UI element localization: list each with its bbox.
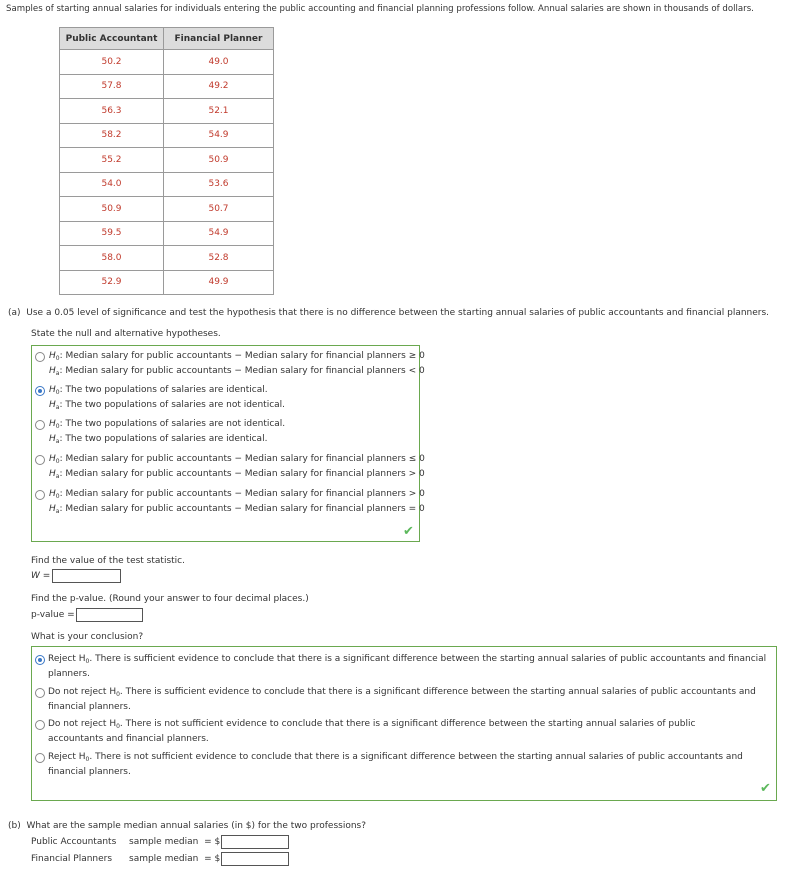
table-row [60,148,274,173]
check-icon: ✔ [403,524,414,539]
table-cell: 49.2 [164,74,274,99]
test-statistic-prompt: Find the value of the test statistic. [31,556,185,566]
conclusion-radio-2[interactable] [35,688,45,698]
table-cell: 58.2 [60,123,164,148]
w-label: W = [31,571,51,581]
table-cell: 52.1 [164,99,274,124]
table-cell: 56.3 [60,99,164,124]
financial-planners-median-input[interactable] [221,852,289,866]
column-header-financial-planner: Financial Planner [164,28,274,50]
table-cell: 55.2 [60,148,164,173]
public-accountants-label: Public Accountants [31,837,117,847]
option-3-ha: $H_a$: The two populations of salaries are identical. [49,434,268,445]
financial-planners-label: Financial Planners [31,854,113,864]
part-b-question [8,821,366,831]
option-1-h0: $H_0$: Median salary for public accountants − Median salary for financial planners ≥ 0 [49,351,425,362]
table-cell: 52.8 [164,246,274,271]
table-cell: 50.2 [60,50,164,75]
part-b-question-text: What are the sample median annual salaries (in $) for the two professions? [26,821,367,831]
public-accountants-median-label: sample median = $ [129,837,221,847]
table-row [60,270,274,295]
hypothesis-radio-2[interactable] [35,386,45,396]
table-cell: 50.7 [164,197,274,222]
pvalue-prompt: Find the p-value. (Round your answer to four decimal places.) [31,594,309,604]
option-2-h0: $H_0$: The two populations of salaries are identical. [49,385,268,396]
table-cell: 50.9 [164,148,274,173]
option-4-h0: $H_0$: Median salary for public accountants − Median salary for financial planners ≤ 0 [49,454,425,465]
table-row [60,74,274,99]
option-4-ha: $H_a$: Median salary for public accountants − Median salary for financial planners > 0 [49,469,425,480]
financial-planners-median-label: sample median = $ [129,854,221,864]
part-a-question [8,308,769,318]
pvalue-input[interactable] [76,608,143,622]
public-accountants-median-input[interactable] [221,835,289,849]
w-input[interactable] [52,569,121,583]
table-cell: 59.5 [60,221,164,246]
table-row [60,99,274,124]
hypothesis-radio-3[interactable] [35,420,45,430]
option-2-ha: $H_a$: The two populations of salaries are not identical. [49,400,286,411]
table-row [60,246,274,271]
table-cell: 57.8 [60,74,164,99]
table-row [60,172,274,197]
table-cell: 58.0 [60,246,164,271]
problem-intro: Samples of starting annual salaries for individuals entering the public accounting and financial planning professions follow. Annual salaries are shown in thousands of dollars. [6,4,754,14]
table-row [60,221,274,246]
pvalue-label: p-value = [31,610,75,620]
table-row [60,197,274,222]
table-cell: 49.0 [164,50,274,75]
conclusion-radio-3[interactable] [35,720,45,730]
hypotheses-options [31,345,425,542]
part-a-label: (a) [8,308,21,318]
hypotheses-instruction: State the null and alternative hypotheses. [31,329,221,339]
salary-table [59,27,274,295]
option-3-h0: $H_0$: The two populations of salaries are not identical. [49,419,286,430]
option-5-h0: $H_0$: Median salary for public accountants − Median salary for financial planners > 0 [49,489,425,500]
table-cell: 53.6 [164,172,274,197]
table-row [60,50,274,75]
option-5-ha: $H_a$: Median salary for public accountants − Median salary for financial planners = 0 [49,504,425,515]
conclusion-prompt: What is your conclusion? [31,632,144,642]
option-1-ha: $H_a$: Median salary for public accountants − Median salary for financial planners < 0 [49,366,425,377]
table-row [60,123,274,148]
conclusion-option-1: Reject $H_0$. There is sufficient evidence to conclude that there is a significant difference between the starting annual salaries of public accountants and financial planners. [48,654,767,679]
conclusion-radio-4[interactable] [35,753,45,763]
hypothesis-radio-1[interactable] [35,352,45,362]
table-cell: 54.9 [164,123,274,148]
conclusion-option-4: Reject $H_0$. There is not sufficient evidence to conclude that there is a significant difference between the starting annual salaries of public accountants and financial planners. [48,752,743,777]
part-a-question-text: Use a 0.05 level of significance and test the hypothesis that there is no difference between the starting annual salaries of public accountants and financial planners. [26,308,770,318]
hypothesis-radio-4[interactable] [35,455,45,465]
conclusion-option-2: Do not reject $H_0$. There is sufficient evidence to conclude that there is a significant difference between the starting annual salaries of public accountants and financial planners. [48,687,756,712]
hypothesis-radio-5[interactable] [35,490,45,500]
part-b-label: (b) [8,821,21,831]
check-icon: ✔ [760,781,771,796]
column-header-public-accountant: Public Accountant [60,28,164,50]
table-cell: 52.9 [60,270,164,295]
table-cell: 54.9 [164,221,274,246]
conclusion-options [31,646,777,801]
table-cell: 49.9 [164,270,274,295]
table-cell: 50.9 [60,197,164,222]
table-cell: 54.0 [60,172,164,197]
conclusion-option-3: Do not reject $H_0$. There is not sufficient evidence to conclude that there is a significant difference between the starting annual salaries of public accountants and financial planners. [48,719,696,744]
conclusion-radio-1[interactable] [35,655,45,665]
